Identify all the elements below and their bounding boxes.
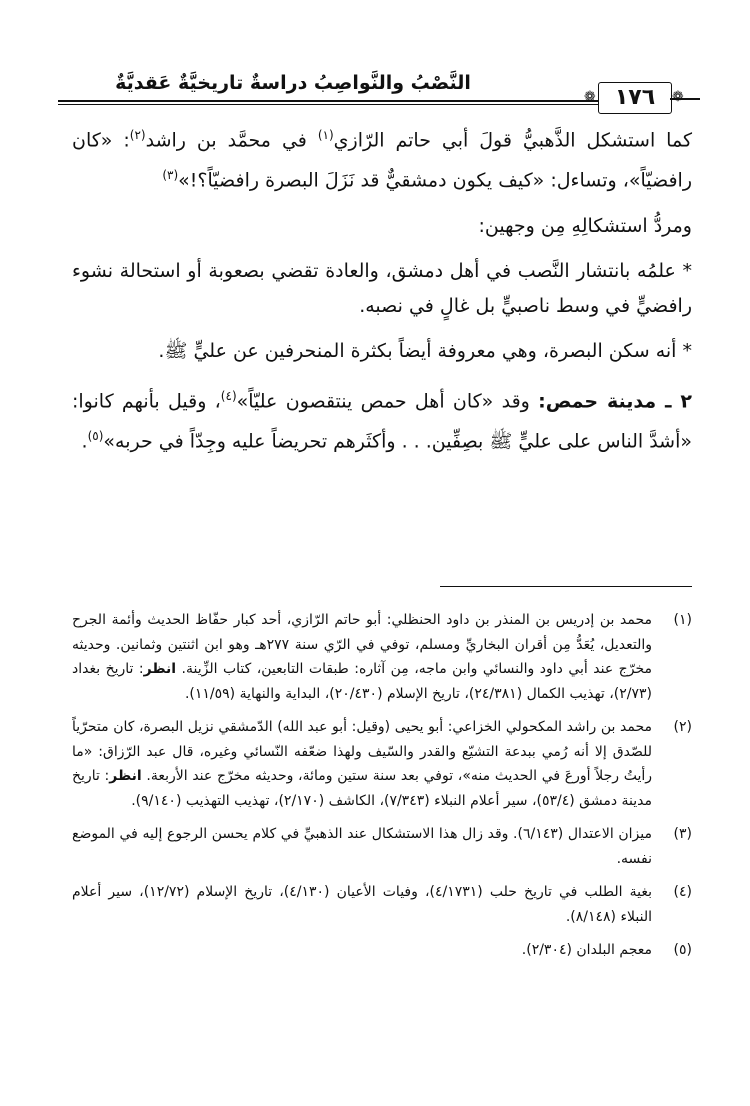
- running-title: النَّصْبُ والنَّواصِبُ دراسةٌ تاريخيَّةٌ عَقديَّةٌ: [115, 72, 471, 94]
- footnote: [72, 822, 692, 871]
- footnote: [72, 880, 692, 929]
- footnote-text: محمد بن راشد المكحولي الخزاعي: أبو يحيى (وقيل: أبو عبد الله) الدّمشقي نزيل البصرة، كان متحرّياً للصّدق إلا أنه رُمي ببدعة التشيّع والقدر والسّيف ولهذا ضعّفه النّسائي وغيره، قال عبد الرّزاق: «ما رأيتُ رجلاً أورعَ في الحديث منه»، توفي بعد سنة ستين ومائة، وحديثه مخرّج عند الأربعة. انظر: تاريخ مدينة دمشق (٥٣/٤)، سير أعلام النبلاء (٧/٣٤٣)، الكاشف (٢/١٧٠)، تهذيب التهذيب (٩/١٤٠).: [72, 719, 652, 809]
- footnote-ref: (٤): [220, 388, 237, 403]
- footnote-number: (١): [673, 612, 692, 628]
- footnote-text: ميزان الاعتدال (٦/١٤٣). وقد زال هذا الاستشكال عند الذهبيِّ في كلام يحسن الرجوع إليه في الموضع نفسه.: [72, 826, 653, 867]
- section-heading: ٢ ـ مدينة حمص:: [538, 389, 692, 412]
- paragraph-4: * أنه سكن البصرة، وهي معروفة أيضاً بكثرة المنحرفين عن عليٍّ ﷺ.: [158, 339, 692, 362]
- page-header: [58, 68, 698, 110]
- footnote-separator: [440, 586, 692, 587]
- footnote-text: بغية الطلب في تاريخ حلب (٤/١٧٣١)، وفيات الأعيان (٤/١٣٠)، تاريخ الإسلام (١٢/٧٢)، سير أعلام النبلاء (٨/١٤٨).: [72, 884, 653, 925]
- header-rule-thin: [58, 104, 598, 105]
- header-rule-right: [670, 98, 700, 100]
- footnote-number: (٥): [673, 942, 692, 958]
- header-rule: [58, 100, 598, 102]
- footnote-number: (٣): [673, 826, 692, 842]
- footnote-text: معجم البلدان (٢/٣٠٤).: [521, 942, 652, 958]
- footnote-ref: (٢): [129, 128, 146, 142]
- main-text: [72, 118, 692, 469]
- footnote: [72, 938, 692, 963]
- ornament-icon: ❁: [584, 89, 596, 105]
- footnote-number: (٢): [673, 719, 692, 735]
- paragraph-2: ومردُّ استشكالِهِ مِن وجهين:: [478, 214, 692, 237]
- footnote-ref: (٥): [87, 428, 104, 443]
- footnote: [72, 608, 692, 706]
- footnote-ref: (١): [317, 128, 334, 142]
- paragraph-5: ٢ ـ مدينة حمص: وقد «كان أهل حمص ينتقصون عليّاً»$^{(٤)}$، وقيل بأنهم كانوا: «أشدَّ الناس على عليٍّ ﷺ بصِفِّين. . . وأكثَرهم تحريضاً عليه وجِدّاً في حربه»$^{(٥)}$.: [72, 388, 692, 453]
- footnote-number: (٤): [673, 884, 692, 900]
- paragraph-3: * علمُه بانتشار النَّصب في أهل دمشق، والعادة تقضي بصعوبة أو استحالة نشوء رافضيٍّ في وسط ناصبيٍّ بل غالٍ في نصبه.: [72, 259, 692, 317]
- footnote: [72, 715, 692, 813]
- footnote-ref: (٣): [162, 168, 179, 183]
- footnote-text: محمد بن إدريس بن المنذر بن داود الحنظلي: أبو حاتم الرّازي، أحد كبار حفّاظ الحديث وأئمة الجرح والتعديل، يُعَدُّ مِن أقران البخاريِّ ومسلم، توفي في الرّي سنة ٢٧٧هـ وهو ابن اثنتين وثمانين. وحديثه مخرّج عند أبي داود والنسائي وابن ماجه، مِن آثاره: طبقات التابعين، كتاب الزِّينة. انظر: تاريخ بغداد (٢/٧٣)، تهذيب الكمال (٢٤/٣٨١)، تاريخ الإسلام (٢٠/٤٣٠)، البداية والنهاية (١١/٥٩).: [72, 612, 653, 702]
- page-number: ١٧٦: [598, 82, 672, 114]
- footnotes: [72, 608, 692, 972]
- paragraph-1: كما استشكل الذَّهبيُّ قولَ أبي حاتم الرّازي$^{(١)}$ في محمَّد بن راشد$^{(٢)}$: «كان رافضيّاً»، وتساءل: «كيف يكون دمشقيٌّ قد نَزَلَ البصرة رافضيّاً؟!»$^{(٣)}$: [72, 128, 692, 192]
- ornament-icon: ❁: [672, 89, 684, 105]
